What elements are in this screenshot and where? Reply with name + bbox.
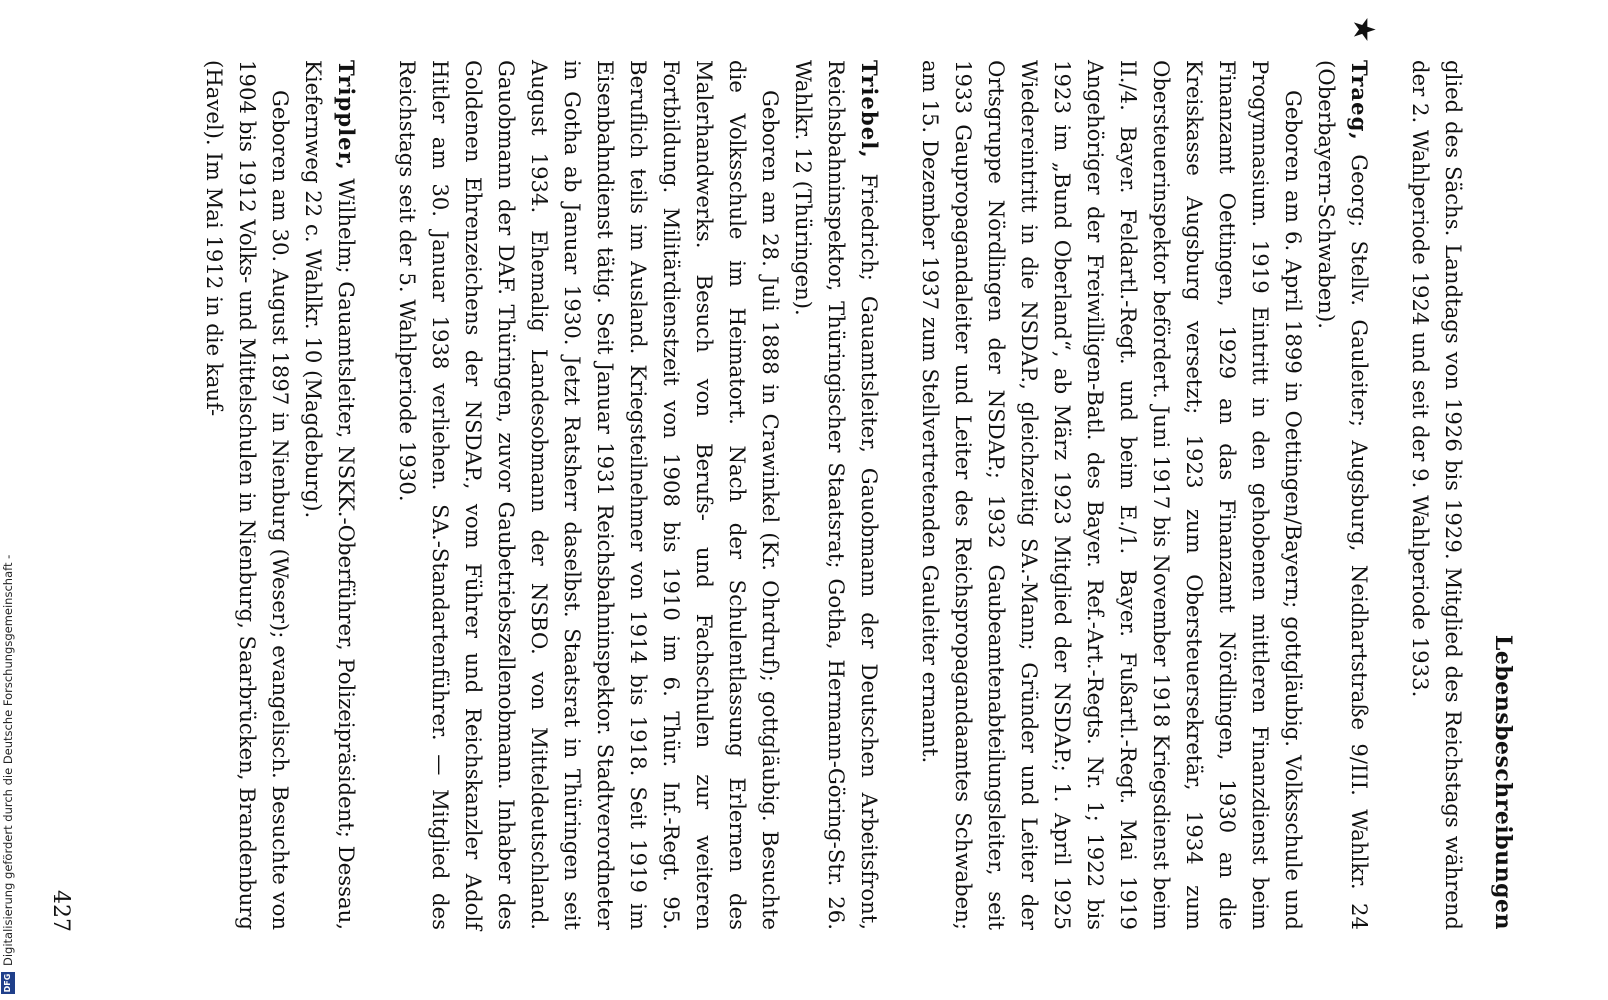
text-column	[198, 16, 1470, 930]
entry-heading	[1310, 60, 1376, 930]
credit-text: Digitalisierung gefördert durch die Deutsche Forschungsgemeinschaft -	[1, 554, 15, 966]
entry-body: Geboren am 28. Juli 1888 in Crawinkel (Kr. Ohrdruf); gottgläubig. Besuchte die Volksschule im Heimatort. Nach der Schulentlassung Erlernen des Malerhandwerks. Besuch von Berufs- und Fachschulen zur weiteren Fortbildung. Militärdienstzeit von 1908 bis 1910 im 6. Thür. Inf.-Regt. 95. Beruflich teils im Ausland. Kriegsteilnehmer von 1914 bis 1918. Seit 1919 im Eisenbahndienst tätig. Seit Januar 1931 Reichsbahninspektor. Stadtverordneter in Gotha ab Januar 1930. Jetzt Ratsherr daselbst. Staatsrat in Thüringen seit August 1934. Ehemalig Landesobmann der NSBO. von Mitteldeutschland. Gauobmann der DAF. Thüringen, zuvor Gaubetriebszellenobmann. Inhaber des Goldenen Ehrenzeichens der NSDAP., vom Führer und Reichskanzler Adolf Hitler am 30. Januar 1938 verliehen. SA.-Standartenführer. — Mitglied des Reichstags seit der 5. Wahlperiode 1930.	[395, 60, 783, 930]
page-number: 427	[48, 890, 73, 932]
spacer	[886, 60, 914, 930]
entry-traeg	[914, 16, 1381, 930]
dfg-logo-icon: DFG	[1, 972, 15, 994]
spacer	[363, 60, 391, 930]
entry-triebel	[391, 60, 886, 930]
entry-name: Traeg,	[1347, 60, 1372, 141]
entry-name: Triebel,	[857, 60, 882, 159]
running-header: Lebensbeschreibungen	[1490, 634, 1516, 930]
entry-body: Geboren am 30. August 1897 in Nienburg (Weser); evangelisch. Besuchte von 1904 bis 1912 Volks- und Mittelschulen in Nienburg, Saarbrücken, Brandenburg (Havel). Im Mai 1912 in die kauf-	[202, 60, 293, 930]
entry-body: Geboren am 6. April 1899 in Oettingen/Bayern; gottgläubig. Volksschule und Progymnasium. 1919 Eintritt in den gehobenen mittleren Finanzdienst beim Finanzamt Oettingen, 1929 an das Finanzamt Nördlingen, 1930 an die Kreiskasse Augsburg versetzt; 1923 zum Obersteuersekretär, 1934 zum Obersteuerinspektor befördert. Juni 1917 bis November 1918 Kriegsdienst beim II./4. Bayer. Feldartl.-Regt. und beim E./1. Bayer. Fußartl.-Regt. Mai 1919 Angehöriger der Freiwilligen-Batl. des Bayer. Ref.-Art.-Regts. Nr. 1; 1922 bis 1923 im „Bund Oberland“, ab März 1923 Mitglied der NSDAP.; 1. April 1925 Wiedereintritt in die NSDAP., gleichzeitig SA.-Mann; Gründer und Leiter der Ortsgruppe Nördlingen der NSDAP.; 1932 Gaubeamtenabteilungsleiter, seit 1933 Gaupropagandaleiter und Leiter des Reichspropagandaamtes Schwaben; am 15. Dezember 1937 zum Stellvertretenden Gauleiter ernannt.	[918, 60, 1306, 930]
spacer	[1376, 60, 1404, 930]
entry-trippler	[198, 60, 363, 930]
entry-lead: Wilhelm; Gauamtsleiter, NSKK.-Oberführer, Polizeipräsident; Dessau, Kiefernweg 22 c. Wahlkr. 10 (Magdeburg).	[301, 60, 359, 930]
entry-heading	[297, 60, 363, 930]
entry-lead: Georg; Stellv. Gauleiter; Augsburg, Neidhartstraße 9/III. Wahlkr. 24 (Oberbayern-Schwaben).	[1314, 60, 1372, 930]
entry-heading	[787, 60, 886, 930]
entry-lead: Friedrich; Gauamtsleiter, Gauobmann der Deutschen Arbeitsfront, Reichsbahninspektor, Thüringischer Staatsrat; Gotha, Hermann-Göring-Str. 26. Wahlkr. 12 (Thüringen).	[791, 60, 882, 930]
continuation-paragraph: glied des Sächs. Landtags von 1926 bis 1929. Mitglied des Reichstags während der 2. Wahlperiode 1924 und seit der 9. Wahlperiode 1933.	[1408, 60, 1466, 930]
entry-name: Trippler,	[334, 60, 359, 171]
star-icon: ★	[1346, 16, 1381, 43]
digitization-credit	[0, 0, 16, 1000]
